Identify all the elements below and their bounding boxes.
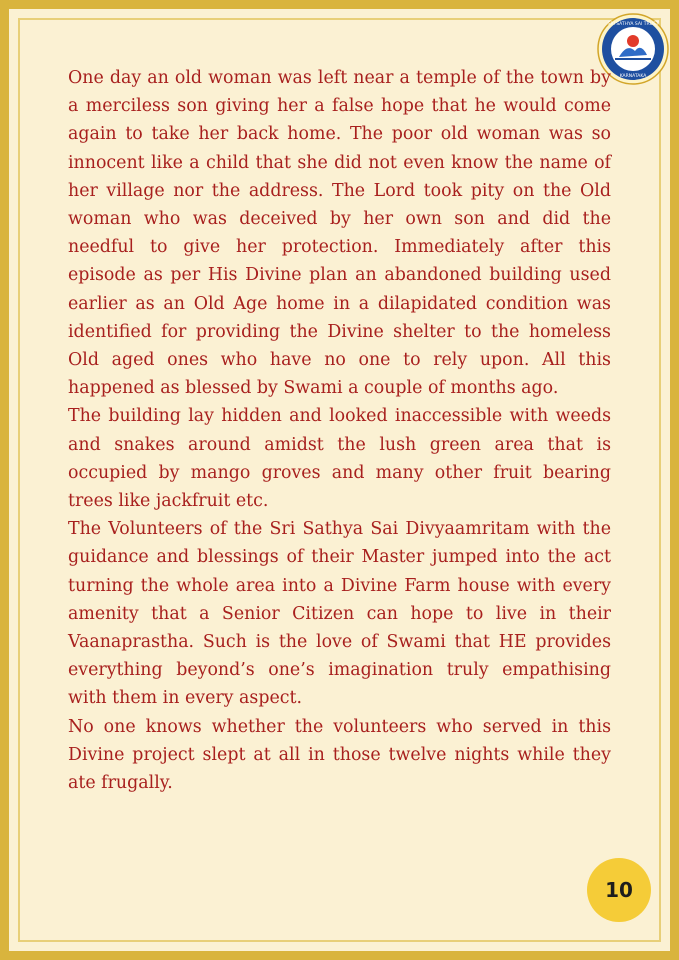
- paragraph-4: No one knows whether the volunteers who served in this Divine project slept at all in those twelve nights while they ate frugally.: [68, 716, 611, 794]
- body-text: [68, 64, 611, 797]
- paragraph-3: The Volunteers of the Sri Sathya Sai Divyaamritam with the guidance and blessings of their Master jumped into the act turning the whole area into a Divine Farm house with every amenity that a Senior Citizen can hope to live in their Vaanaprastha. Such is the love of Swami that HE provides everything beyond’s one’s imagination truly empathising with them in every aspect.: [68, 519, 611, 709]
- svg-text:KARNATAKA: KARNATAKA: [619, 74, 647, 79]
- paragraph-1: One day an old woman was left near a temple of the town by a merciless son giving her a false hope that he would come again to take her back home. The poor old woman was so innocent like a child that she did not even know the name of her village nor the address. The Lord took pity on the Old woman who was deceived by her own son and did the needful to give her protection. Immediately after this episode as per His Divine plan an abandoned building used earlier as an Old Age home in a dilapidated condition was identified for providing the Divine shelter to the homeless Old aged ones who have no one to rely upon. All this happened as blessed by Swami a couple of months ago.: [68, 68, 611, 399]
- page-number: 10: [605, 878, 633, 902]
- page-number-badge: [587, 858, 651, 922]
- paragraph-2: The building lay hidden and looked inaccessible with weeds and snakes around amidst the lush green area that is occupied by mango groves and many other fruit bearing trees like jackfruit etc.: [68, 406, 611, 512]
- svg-text:SRI SATHYA SAI TRUST: SRI SATHYA SAI TRUST: [607, 22, 659, 27]
